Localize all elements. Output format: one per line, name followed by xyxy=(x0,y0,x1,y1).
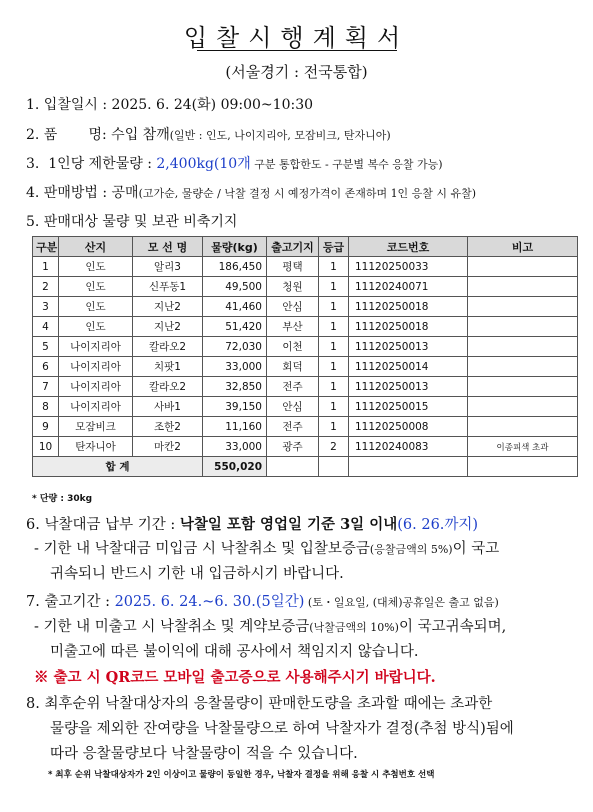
remarks-cell xyxy=(468,357,578,377)
table-row xyxy=(33,357,578,377)
remarks-cell xyxy=(468,417,578,437)
row-index-cell: 9 xyxy=(33,417,59,437)
ship-name-cell: 사바1 xyxy=(133,397,203,417)
origin-cell: 나이지리아 xyxy=(59,337,133,357)
quantity-kg-cell: 32,850 xyxy=(203,377,267,397)
final-bidder-line3: 따라 응찰물량보다 낙찰물량이 적을 수 있습니다. xyxy=(50,746,358,762)
limit-label: 3. 1인당 제한물량 : xyxy=(26,156,157,172)
depot-cell: 평택 xyxy=(267,257,319,277)
quantity-kg-cell: 11,160 xyxy=(203,417,267,437)
row-index-cell: 5 xyxy=(33,337,59,357)
code-number-cell: 11120250018 xyxy=(349,317,468,337)
quantity-kg-cell: 51,420 xyxy=(203,317,267,337)
bid-datetime-label: 1. 입찰일시 : xyxy=(26,97,112,113)
payment-warning-line2: 귀속되니 반드시 기한 내 입금하시기 바랍니다. xyxy=(50,566,344,582)
depot-cell: 안심 xyxy=(267,297,319,317)
grade-cell: 1 xyxy=(319,297,349,317)
final-bidder-line2: 물량을 제외한 잔여량을 낙찰물량으로 하여 낙찰자가 결정(추첨 방식)됨에 xyxy=(50,721,514,737)
payment-period-label: 6. 낙찰대금 납부 기간 : xyxy=(26,517,180,533)
header-cell: 출고기지 xyxy=(267,237,319,257)
code-number-cell: 11120250018 xyxy=(349,297,468,317)
row-index-cell: 8 xyxy=(33,397,59,417)
table-row xyxy=(33,397,578,417)
total-label: 합 계 xyxy=(33,457,203,477)
grade-cell: 1 xyxy=(319,377,349,397)
table-row xyxy=(33,377,578,397)
title-underline xyxy=(197,50,397,51)
code-number-cell: 11120250014 xyxy=(349,357,468,377)
limit-detail: 구분 통합한도 - 구분별 복수 응찰 가능) xyxy=(250,158,443,171)
table-header-row xyxy=(33,237,578,257)
bid-datetime-line xyxy=(26,94,313,114)
header-cell: 비고 xyxy=(468,237,578,257)
row-index-cell: 1 xyxy=(33,257,59,277)
release-period-line xyxy=(26,590,499,615)
product-label: 2. 품 명: 수입 참깨 xyxy=(26,127,170,143)
quantity-kg-cell: 72,030 xyxy=(203,337,267,357)
code-number-cell: 11120250008 xyxy=(349,417,468,437)
ship-name-cell: 칼라오2 xyxy=(133,377,203,397)
remarks-cell xyxy=(468,257,578,277)
unit-weight-note: * 단량 : 30kg xyxy=(32,494,93,504)
ship-name-cell: 신푸동1 xyxy=(133,277,203,297)
release-period-value: 2025. 6. 24.~6. 30.(5일간) xyxy=(114,594,305,610)
page-title: 입찰시행계획서 xyxy=(183,24,410,52)
table-total-row xyxy=(33,457,578,477)
depot-cell: 청원 xyxy=(267,277,319,297)
product-line xyxy=(26,124,391,144)
header-cell: 산지 xyxy=(59,237,133,257)
payment-period-bold: 낙찰일 포함 영업일 기준 3일 이내 xyxy=(179,516,398,533)
header-cell: 코드번호 xyxy=(349,237,468,257)
remarks-cell xyxy=(468,337,578,357)
origin-cell: 인도 xyxy=(59,277,133,297)
table-row xyxy=(33,277,578,297)
row-index-cell: 6 xyxy=(33,357,59,377)
remarks-cell: 이종피색 초과 xyxy=(468,437,578,457)
payment-due-date: (6. 26.까지) xyxy=(397,517,479,533)
remarks-cell xyxy=(468,297,578,317)
origin-cell: 나이지리아 xyxy=(59,377,133,397)
code-number-cell: 11120240083 xyxy=(349,437,468,457)
ship-name-cell: 지난2 xyxy=(133,317,203,337)
ship-name-cell: 치팟1 xyxy=(133,357,203,377)
row-index-cell: 3 xyxy=(33,297,59,317)
ship-name-cell: 지난2 xyxy=(133,297,203,317)
depot-cell: 안심 xyxy=(267,397,319,417)
code-number-cell: 11120250015 xyxy=(349,397,468,417)
header-cell: 구분 xyxy=(33,237,59,257)
ship-name-cell: 조한2 xyxy=(133,417,203,437)
table-row xyxy=(33,337,578,357)
total-value: 550,020 xyxy=(203,457,267,477)
sale-target-table xyxy=(32,236,578,477)
row-index-cell: 7 xyxy=(33,377,59,397)
grade-cell: 1 xyxy=(319,417,349,437)
grade-cell: 1 xyxy=(319,277,349,297)
release-period-label: 7. 출고기간 : xyxy=(26,594,115,610)
quantity-kg-cell: 33,000 xyxy=(203,357,267,377)
payment-warning-line1: - 기한 내 낙찰대금 미입금 시 낙찰취소 및 입찰보증금(응찰금액의 5%)이 국고 xyxy=(34,541,500,557)
quantity-kg-cell: 39,150 xyxy=(203,397,267,417)
page-subtitle: (서울경기 : 전국통합) xyxy=(225,63,368,81)
final-bidder-line1: 8. 최후순위 낙찰대상자의 응찰물량이 판매한도량을 초과할 때에는 초과한 xyxy=(26,696,493,712)
row-index-cell: 10 xyxy=(33,437,59,457)
quantity-kg-cell: 41,460 xyxy=(203,297,267,317)
depot-cell: 부산 xyxy=(267,317,319,337)
remarks-cell xyxy=(468,317,578,337)
release-warning-line1: - 기한 내 미출고 시 낙찰취소 및 계약보증금(낙찰금액의 10%)이 국고귀속되며, xyxy=(34,619,507,635)
remarks-cell xyxy=(468,397,578,417)
row-index-cell: 2 xyxy=(33,277,59,297)
code-number-cell: 11120240071 xyxy=(349,277,468,297)
row-index-cell: 4 xyxy=(33,317,59,337)
depot-cell: 광주 xyxy=(267,437,319,457)
grade-cell: 1 xyxy=(319,257,349,277)
product-detail: (일반 : 인도, 나이지리아, 모잠비크, 탄자니아) xyxy=(169,129,391,142)
grade-cell: 1 xyxy=(319,317,349,337)
remarks-cell xyxy=(468,377,578,397)
origin-cell: 인도 xyxy=(59,257,133,277)
depot-cell: 전주 xyxy=(267,377,319,397)
grade-cell: 1 xyxy=(319,337,349,357)
limit-line xyxy=(26,153,443,173)
origin-cell: 인도 xyxy=(59,317,133,337)
table-row xyxy=(33,257,578,277)
release-warning-line2: 미출고에 따른 불이익에 대해 공사에서 책임지지 않습니다. xyxy=(50,644,419,660)
payment-period-line xyxy=(26,512,478,538)
sale-target-heading: 5. 판매대상 물량 및 보관 비축기지 xyxy=(26,214,238,230)
release-period-detail: (토・일요일, (대체)공휴일은 출고 없음) xyxy=(304,596,499,609)
ship-name-cell: 마칸2 xyxy=(133,437,203,457)
sale-method-detail: (고가순, 물량순 / 낙찰 결정 시 예정가격이 존재하며 1인 응찰 시 유찰) xyxy=(138,187,477,200)
header-cell: 물량(kg) xyxy=(203,237,267,257)
grade-cell: 2 xyxy=(319,437,349,457)
code-number-cell: 11120250013 xyxy=(349,377,468,397)
code-number-cell: 11120250013 xyxy=(349,337,468,357)
header-cell: 등급 xyxy=(319,237,349,257)
table-row xyxy=(33,437,578,457)
origin-cell: 인도 xyxy=(59,297,133,317)
ship-name-cell: 알리3 xyxy=(133,257,203,277)
depot-cell: 회덕 xyxy=(267,357,319,377)
depot-cell: 전주 xyxy=(267,417,319,437)
sale-method-line xyxy=(26,182,476,202)
grade-cell: 1 xyxy=(319,357,349,377)
qr-notice: ※ 출고 시 QR코드 모바일 출고증으로 사용해주시기 바랍니다. xyxy=(34,669,436,686)
ship-name-cell: 칼라오2 xyxy=(133,337,203,357)
code-number-cell: 11120250033 xyxy=(349,257,468,277)
sale-method-label: 4. 판매방법 : 공매 xyxy=(26,185,139,201)
table-row xyxy=(33,297,578,317)
header-cell: 모 선 명 xyxy=(133,237,203,257)
footnote: * 최후 순위 낙찰대상자가 2인 이상이고 물량이 동일한 경우, 낙찰자 결정을 위해 응찰 시 추첨번호 선택 xyxy=(48,770,435,780)
table-row xyxy=(33,317,578,337)
origin-cell: 나이지리아 xyxy=(59,397,133,417)
origin-cell: 나이지리아 xyxy=(59,357,133,377)
grade-cell: 1 xyxy=(319,397,349,417)
quantity-kg-cell: 33,000 xyxy=(203,437,267,457)
remarks-cell xyxy=(468,277,578,297)
quantity-kg-cell: 186,450 xyxy=(203,257,267,277)
limit-value: 2,400kg(10개 xyxy=(156,156,251,172)
origin-cell: 모잠비크 xyxy=(59,417,133,437)
depot-cell: 이천 xyxy=(267,337,319,357)
bid-datetime-value: 2025. 6. 24(화) 09:00~10:30 xyxy=(111,97,314,113)
table-row xyxy=(33,417,578,437)
quantity-kg-cell: 49,500 xyxy=(203,277,267,297)
origin-cell: 탄자니아 xyxy=(59,437,133,457)
